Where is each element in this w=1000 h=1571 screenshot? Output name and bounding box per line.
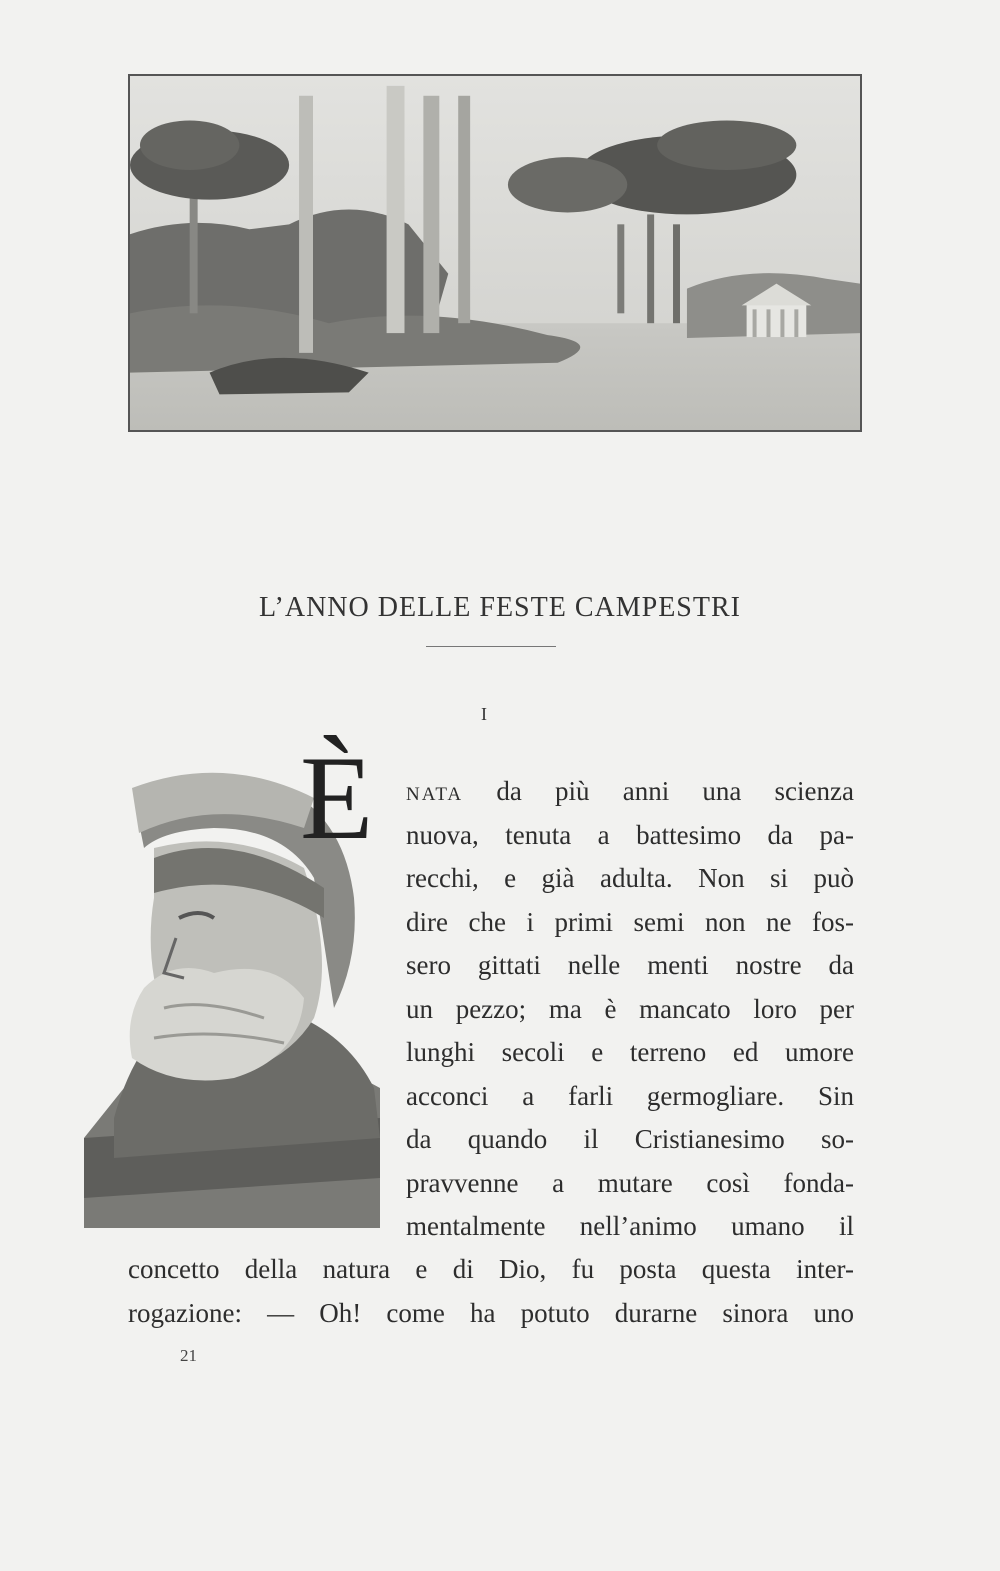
text-line: concetto della natura e di Dio, fu posta questa inter- bbox=[128, 1254, 854, 1284]
first-text-line bbox=[406, 770, 854, 814]
chapter-title: L’ANNO DELLE FESTE CAMPESTRI bbox=[259, 592, 741, 623]
text-line: sero gittati nelle menti nostre da bbox=[406, 950, 854, 980]
text-line: recchi, e già adulta. Non si può bbox=[406, 863, 854, 893]
text-line: pravvenne a mutare così fonda- bbox=[406, 1167, 854, 1198]
first-line-rest: da più anni una scienza bbox=[463, 776, 854, 806]
landscape-picture bbox=[130, 76, 860, 430]
lead-word: nata bbox=[406, 776, 464, 806]
text-line: lunghi secoli e terreno ed umore bbox=[406, 1037, 854, 1067]
drop-cap: È bbox=[300, 731, 374, 864]
text-line: nuova, tenuta a battesimo da pa- bbox=[406, 819, 854, 850]
text-line: mentalmente nell’animo umano il bbox=[406, 1211, 854, 1241]
text-line: dire che i primi semi non ne fos- bbox=[406, 906, 854, 937]
section-number: I bbox=[481, 704, 487, 724]
text-line: da quando il Cristianesimo so- bbox=[406, 1124, 854, 1154]
title-divider bbox=[426, 646, 556, 647]
text-line: un pezzo; ma è mancato loro per bbox=[406, 993, 854, 1024]
narrow-text-column bbox=[406, 770, 854, 1249]
page-number: 21 bbox=[180, 1346, 197, 1365]
text-line: rogazione: — Oh! come ha potuto durarne sinora uno bbox=[128, 1297, 854, 1328]
landscape-illustration bbox=[128, 74, 862, 432]
wide-text-column bbox=[128, 1248, 854, 1335]
text-line: acconci a farli germogliare. Sin bbox=[406, 1080, 854, 1111]
